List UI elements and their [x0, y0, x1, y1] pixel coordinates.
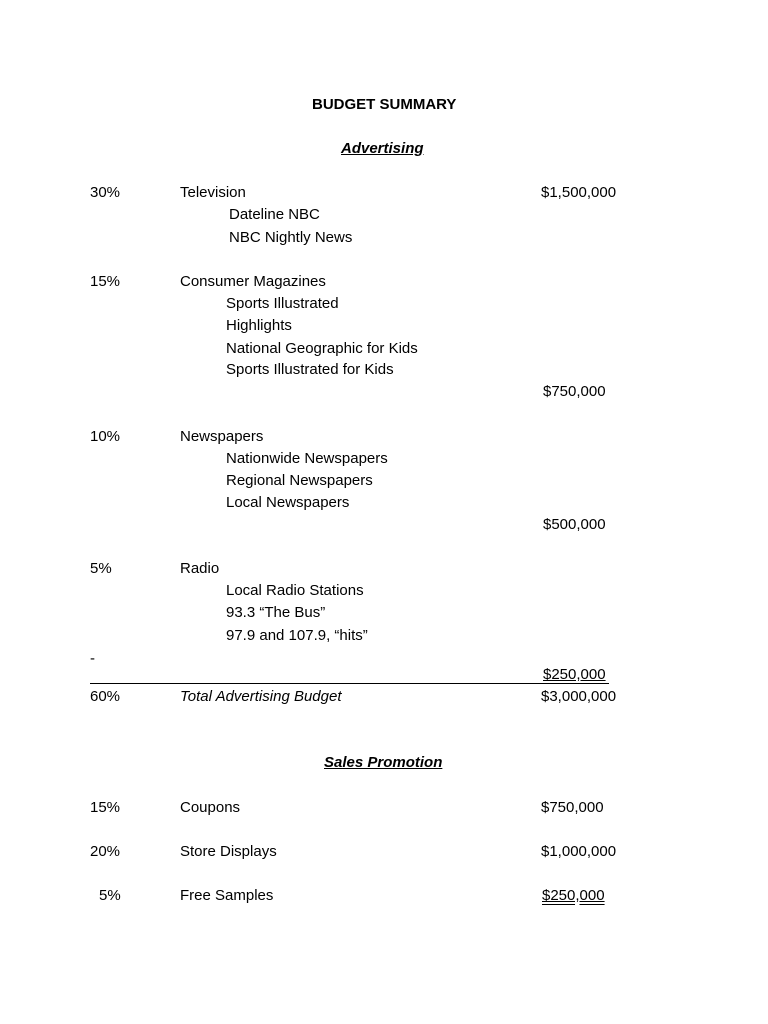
television-label: Television: [180, 184, 246, 201]
magazines-item: National Geographic for Kids: [226, 340, 418, 357]
total-advertising-percent: 60%: [90, 688, 121, 705]
page-title: BUDGET SUMMARY: [312, 96, 457, 113]
newspapers-label: Newspapers: [180, 428, 264, 445]
advertising-heading: Advertising: [341, 140, 424, 157]
magazines-item: Sports Illustrated: [226, 295, 339, 312]
magazines-item: Highlights: [226, 317, 292, 334]
radio-amount: $250,000: [543, 666, 606, 683]
newspapers-amount: $500,000: [543, 516, 606, 533]
coupons-label: Coupons: [180, 799, 241, 816]
coupons-percent: 15%: [90, 799, 121, 816]
radio-item: Local Radio Stations: [226, 582, 364, 599]
newspapers-percent: 10%: [90, 428, 121, 445]
magazines-amount: $750,000: [543, 383, 606, 400]
newspapers-item: Regional Newspapers: [226, 472, 373, 489]
radio-percent: 5%: [90, 560, 112, 577]
store-displays-percent: 20%: [90, 843, 121, 860]
newspapers-item: Nationwide Newspapers: [226, 450, 388, 467]
radio-item: 97.9 and 107.9, “hits”: [226, 627, 368, 644]
television-item: Dateline NBC: [229, 206, 320, 223]
magazines-label: Consumer Magazines: [180, 273, 326, 290]
magazines-item: Sports Illustrated for Kids: [226, 361, 394, 378]
free-samples-percent: 5%: [99, 887, 121, 904]
radio-label: Radio: [180, 560, 220, 577]
total-advertising-label: Total Advertising Budget: [180, 688, 342, 705]
total-advertising-amount: $3,000,000: [541, 688, 617, 705]
radio-item: 93.3 “The Bus”: [226, 604, 326, 621]
coupons-amount: $750,000: [541, 799, 604, 816]
free-samples-label: Free Samples: [180, 887, 274, 904]
dash-mark: -: [90, 650, 95, 667]
television-amount: $1,500,000: [541, 184, 617, 201]
store-displays-amount: $1,000,000: [541, 843, 617, 860]
sales-promotion-heading: Sales Promotion: [324, 754, 443, 771]
store-displays-label: Store Displays: [180, 843, 277, 860]
newspapers-item: Local Newspapers: [226, 494, 350, 511]
television-percent: 30%: [90, 184, 121, 201]
free-samples-amount: $250,000: [542, 887, 605, 904]
television-item: NBC Nightly News: [229, 229, 353, 246]
total-divider-rule: [90, 683, 609, 684]
magazines-percent: 15%: [90, 273, 121, 290]
